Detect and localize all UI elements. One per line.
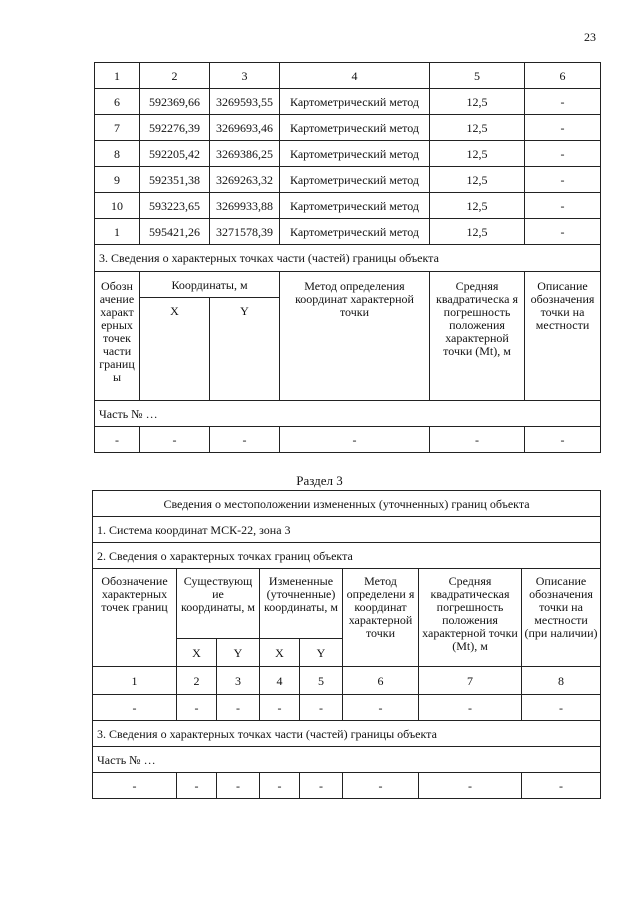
column-number: 3	[210, 63, 280, 89]
method: Картометрический метод	[280, 193, 430, 219]
method-header: Метод определени я координат характерной точки	[343, 569, 419, 667]
table-row	[95, 141, 601, 167]
dash-cell: -	[280, 427, 430, 453]
dash-cell: -	[300, 695, 343, 721]
dash-cell: -	[93, 695, 177, 721]
existing-coords-header: Существующ ие координаты, м	[177, 569, 260, 639]
column-number: 7	[419, 667, 522, 695]
dash-cell: -	[93, 773, 177, 799]
description: -	[525, 115, 601, 141]
accuracy: 12,5	[430, 89, 525, 115]
description: -	[525, 193, 601, 219]
description: -	[525, 141, 601, 167]
accuracy-header: Средняя квадратическа я погрешность положения характерной точки (Mt), м	[430, 272, 525, 401]
dash-row	[95, 427, 601, 453]
x-coordinate: 592205,42	[140, 141, 210, 167]
y-coordinate: 3269263,32	[210, 167, 280, 193]
method: Картометрический метод	[280, 141, 430, 167]
column-number: 2	[140, 63, 210, 89]
part-label: Часть № …	[95, 401, 601, 427]
dash-cell: -	[300, 773, 343, 799]
point-number: 7	[95, 115, 140, 141]
y-coordinate: 3269593,55	[210, 89, 280, 115]
x-header: X	[140, 298, 210, 401]
coordinates-header: Координаты, м	[140, 272, 280, 298]
designation-header: Обозначение характерных точек границ	[93, 569, 177, 667]
table-title: Сведения о местоположении измененных (уточненных) границ объекта	[93, 491, 601, 517]
column-number: 4	[260, 667, 300, 695]
dash-cell: -	[177, 773, 217, 799]
point-number: 10	[95, 193, 140, 219]
table-row	[95, 219, 601, 245]
dash-cell: -	[525, 427, 601, 453]
x-coordinate: 592369,66	[140, 89, 210, 115]
accuracy: 12,5	[430, 115, 525, 141]
dash-cell: -	[95, 427, 140, 453]
dash-cell: -	[343, 773, 419, 799]
column-number: 8	[522, 667, 601, 695]
point-number: 9	[95, 167, 140, 193]
y-coordinate: 3269693,46	[210, 115, 280, 141]
table-row	[95, 89, 601, 115]
accuracy: 12,5	[430, 141, 525, 167]
point-number: 8	[95, 141, 140, 167]
y-coordinate: 3271578,39	[210, 219, 280, 245]
y-coordinate: 3269386,25	[210, 141, 280, 167]
point-number: 6	[95, 89, 140, 115]
dash-cell: -	[522, 773, 601, 799]
dash-cell: -	[217, 695, 260, 721]
column-numbers-row	[95, 63, 601, 89]
table-row	[95, 115, 601, 141]
y-header: Y	[300, 639, 343, 667]
table-row	[95, 167, 601, 193]
column-number: 1	[93, 667, 177, 695]
column-number: 6	[525, 63, 601, 89]
page-number: 23	[584, 30, 596, 44]
column-number: 1	[95, 63, 140, 89]
description-header: Описание обозначения точки на местности (при наличии)	[522, 569, 601, 667]
y-header: Y	[210, 298, 280, 401]
description: -	[525, 89, 601, 115]
accuracy: 12,5	[430, 219, 525, 245]
coordinate-system: 1. Система координат МСК-22, зона 3	[93, 517, 601, 543]
x-coordinate: 592276,39	[140, 115, 210, 141]
accuracy: 12,5	[430, 193, 525, 219]
dash-row	[93, 773, 601, 799]
section-title: 3. Сведения о характерных точках части (частей) границы объекта	[95, 245, 601, 272]
description-header: Описание обозначения точки на местности	[525, 272, 601, 401]
method: Картометрический метод	[280, 89, 430, 115]
x-coordinate: 593223,65	[140, 193, 210, 219]
description: -	[525, 219, 601, 245]
x-coordinate: 595421,26	[140, 219, 210, 245]
accuracy-header: Средняя квадратическая погрешность положения характерной точки (Mt), м	[419, 569, 522, 667]
method: Картометрический метод	[280, 167, 430, 193]
x-header: X	[260, 639, 300, 667]
dash-cell: -	[522, 695, 601, 721]
table-row	[95, 193, 601, 219]
column-numbers-row	[93, 667, 601, 695]
y-coordinate: 3269933,88	[210, 193, 280, 219]
column-number: 5	[430, 63, 525, 89]
column-number: 6	[343, 667, 419, 695]
method-header: Метод определения координат характерной точки	[280, 272, 430, 401]
coordinates-table	[94, 62, 601, 453]
x-header: X	[177, 639, 217, 667]
column-number: 5	[300, 667, 343, 695]
column-number: 2	[177, 667, 217, 695]
accuracy: 12,5	[430, 167, 525, 193]
dash-cell: -	[343, 695, 419, 721]
part-label: Часть № …	[93, 747, 601, 773]
dash-cell: -	[419, 773, 522, 799]
column-number: 4	[280, 63, 430, 89]
dash-cell: -	[260, 773, 300, 799]
changed-coords-header: Измененные (уточненные) координаты, м	[260, 569, 343, 639]
dash-cell: -	[419, 695, 522, 721]
dash-row	[93, 695, 601, 721]
points-title: 2. Сведения о характерных точках границ объекта	[93, 543, 601, 569]
y-header: Y	[217, 639, 260, 667]
method: Картометрический метод	[280, 115, 430, 141]
designation-header: Обозн ачение характ ерных точек части границ ы	[95, 272, 140, 401]
dash-cell: -	[260, 695, 300, 721]
column-number: 3	[217, 667, 260, 695]
point-number: 1	[95, 219, 140, 245]
dash-cell: -	[430, 427, 525, 453]
dash-cell: -	[217, 773, 260, 799]
dash-cell: -	[140, 427, 210, 453]
changed-boundaries-table	[92, 490, 601, 799]
dash-cell: -	[210, 427, 280, 453]
x-coordinate: 592351,38	[140, 167, 210, 193]
dash-cell: -	[177, 695, 217, 721]
section-heading: Раздел 3	[296, 473, 343, 488]
method: Картометрический метод	[280, 219, 430, 245]
parts-title: 3. Сведения о характерных точках части (частей) границы объекта	[93, 721, 601, 747]
description: -	[525, 167, 601, 193]
